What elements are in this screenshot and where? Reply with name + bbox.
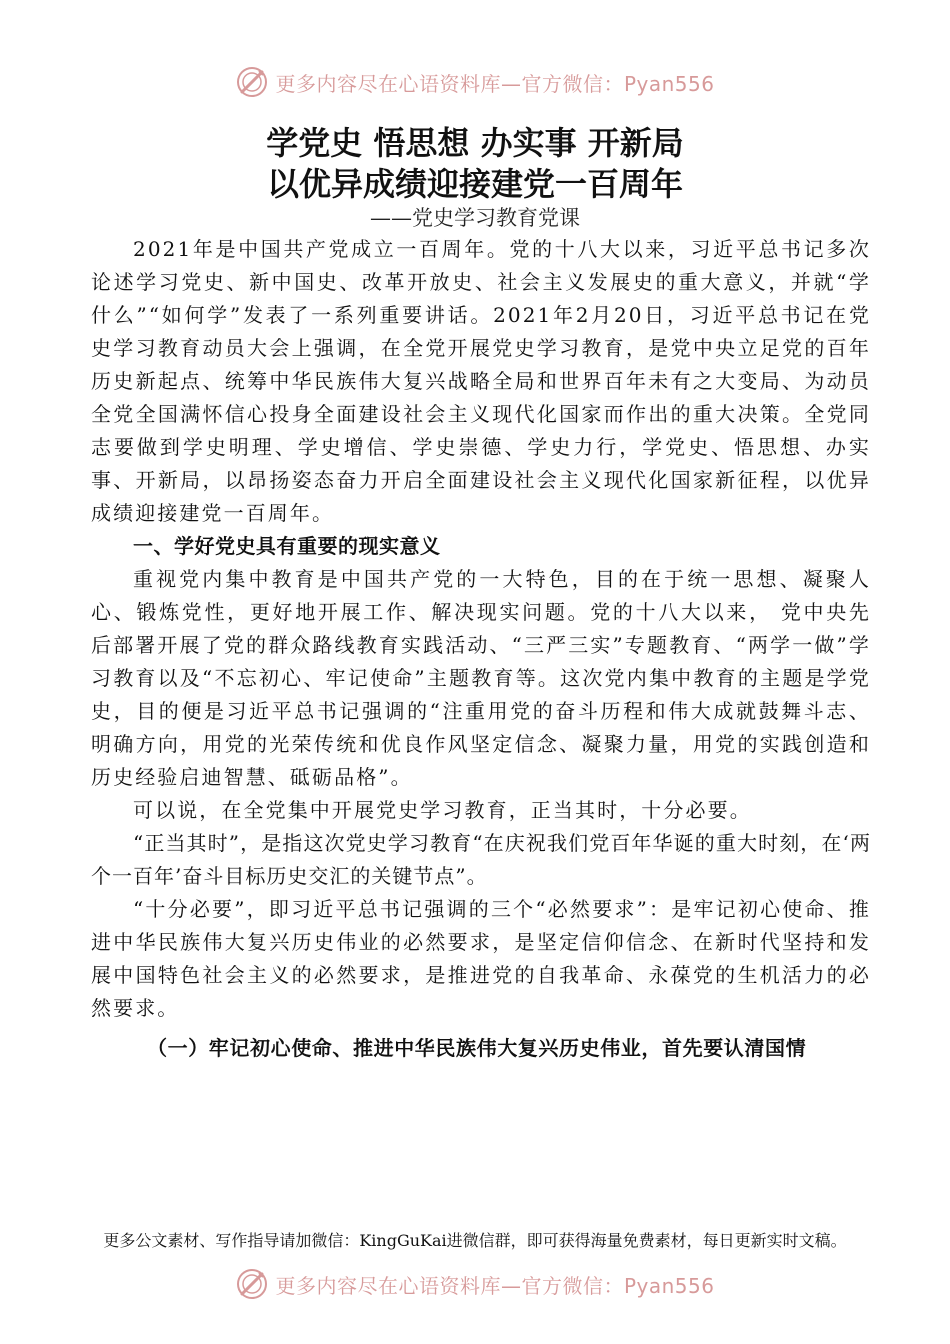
paragraph-intro: 2021年是中国共产党成立一百周年。党的十八大以来，习近平总书记多次论述学习党史、新中国史、改革开放史、社会主义发展史的重大意义，并就“学什么”“如何学”发表了一系列重要讲话。2021年2月20日，习近平总书记在党史学习教育动员大会上强调，在全党开展党史学习教育，是党中央立足党的百年历史新起点、统筹中华民族伟大复兴战略全局和世界百年未有之大变局、为动员全党全国满怀信心投身全面建设社会主义现代化国家而作出的重大决策。全党同志要做到学史明理、学史增信、学史崇德、学史力行，学党史、悟思想、办实事、开新局，以昂扬姿态奋力开启全面建设社会主义现代化国家新征程，以优异成绩迎接建党一百周年。 — [91, 237, 871, 525]
document-subtitle: ——党史学习教育党课 — [370, 206, 580, 230]
paragraph-2: 重视党内集中教育是中国共产党的一大特色，目的在于统一思想、凝聚人心、锻炼党性，更好地开展工作、解决现实问题。党的十八大以来， 党中央先后部署开展了党的群众路线教育实践活动、“三严三实”专题教育、“两学一做”学习教育以及“不忘初心、牢记使命”主题教育等。这次党内集中教育的主题是学党史，目的便是习近平总书记强调的“注重用党的奋斗历程和伟大成就鼓舞斗志、明确方向，用党的光荣传统和优良作风坚定信念、凝聚力量，用党的实践创造和历史经验启迪智慧、砥砺品格”。 — [91, 567, 871, 789]
document-title-line2: 以优异成绩迎接建党一百周年 — [266, 165, 683, 203]
watermark-banner-bottom — [0, 1264, 950, 1304]
section-heading-1: 一、学好党史具有重要的现实意义 — [133, 534, 441, 558]
document-body — [91, 233, 871, 1067]
paragraph-3: 可以说，在全党集中开展党史学习教育，正当其时，十分必要。 — [133, 798, 752, 822]
paragraph-5: “十分必要”，即习近平总书记强调的三个“必然要求”：是牢记初心使命、推进中华民族伟大复兴历史伟业的必然要求，是坚定信仰信念、在新时代坚持和发展中国特色社会主义的必然要求，是推进党的自我革命、永葆党的生机活力的必然要求。 — [91, 897, 871, 1020]
logo-seal-icon — [235, 65, 269, 99]
logo-seal-icon — [235, 1267, 269, 1301]
footer-note: 更多公文素材、写作指导请加微信：KingGuKai进微信群，即可获得海量免费素材，每日更新实时文稿。 — [103, 1231, 847, 1250]
watermark-text: 更多内容尽在心语资料库—官方微信：Pyan556 — [275, 1273, 715, 1298]
subsection-heading-1: （一）牢记初心使命、推进中华民族伟大复兴历史伟业，首先要认清国情 — [147, 1036, 807, 1060]
paragraph-4: “正当其时”，是指这次党史学习教育“在庆祝我们党百年华诞的重大时刻，在‘两个一百年’奋斗目标历史交汇的关键节点”。 — [91, 831, 871, 888]
document-title-line1: 学党史 悟思想 办实事 开新局 — [266, 124, 684, 162]
watermark-banner-top — [0, 62, 950, 102]
watermark-text: 更多内容尽在心语资料库—官方微信：Pyan556 — [275, 71, 715, 96]
